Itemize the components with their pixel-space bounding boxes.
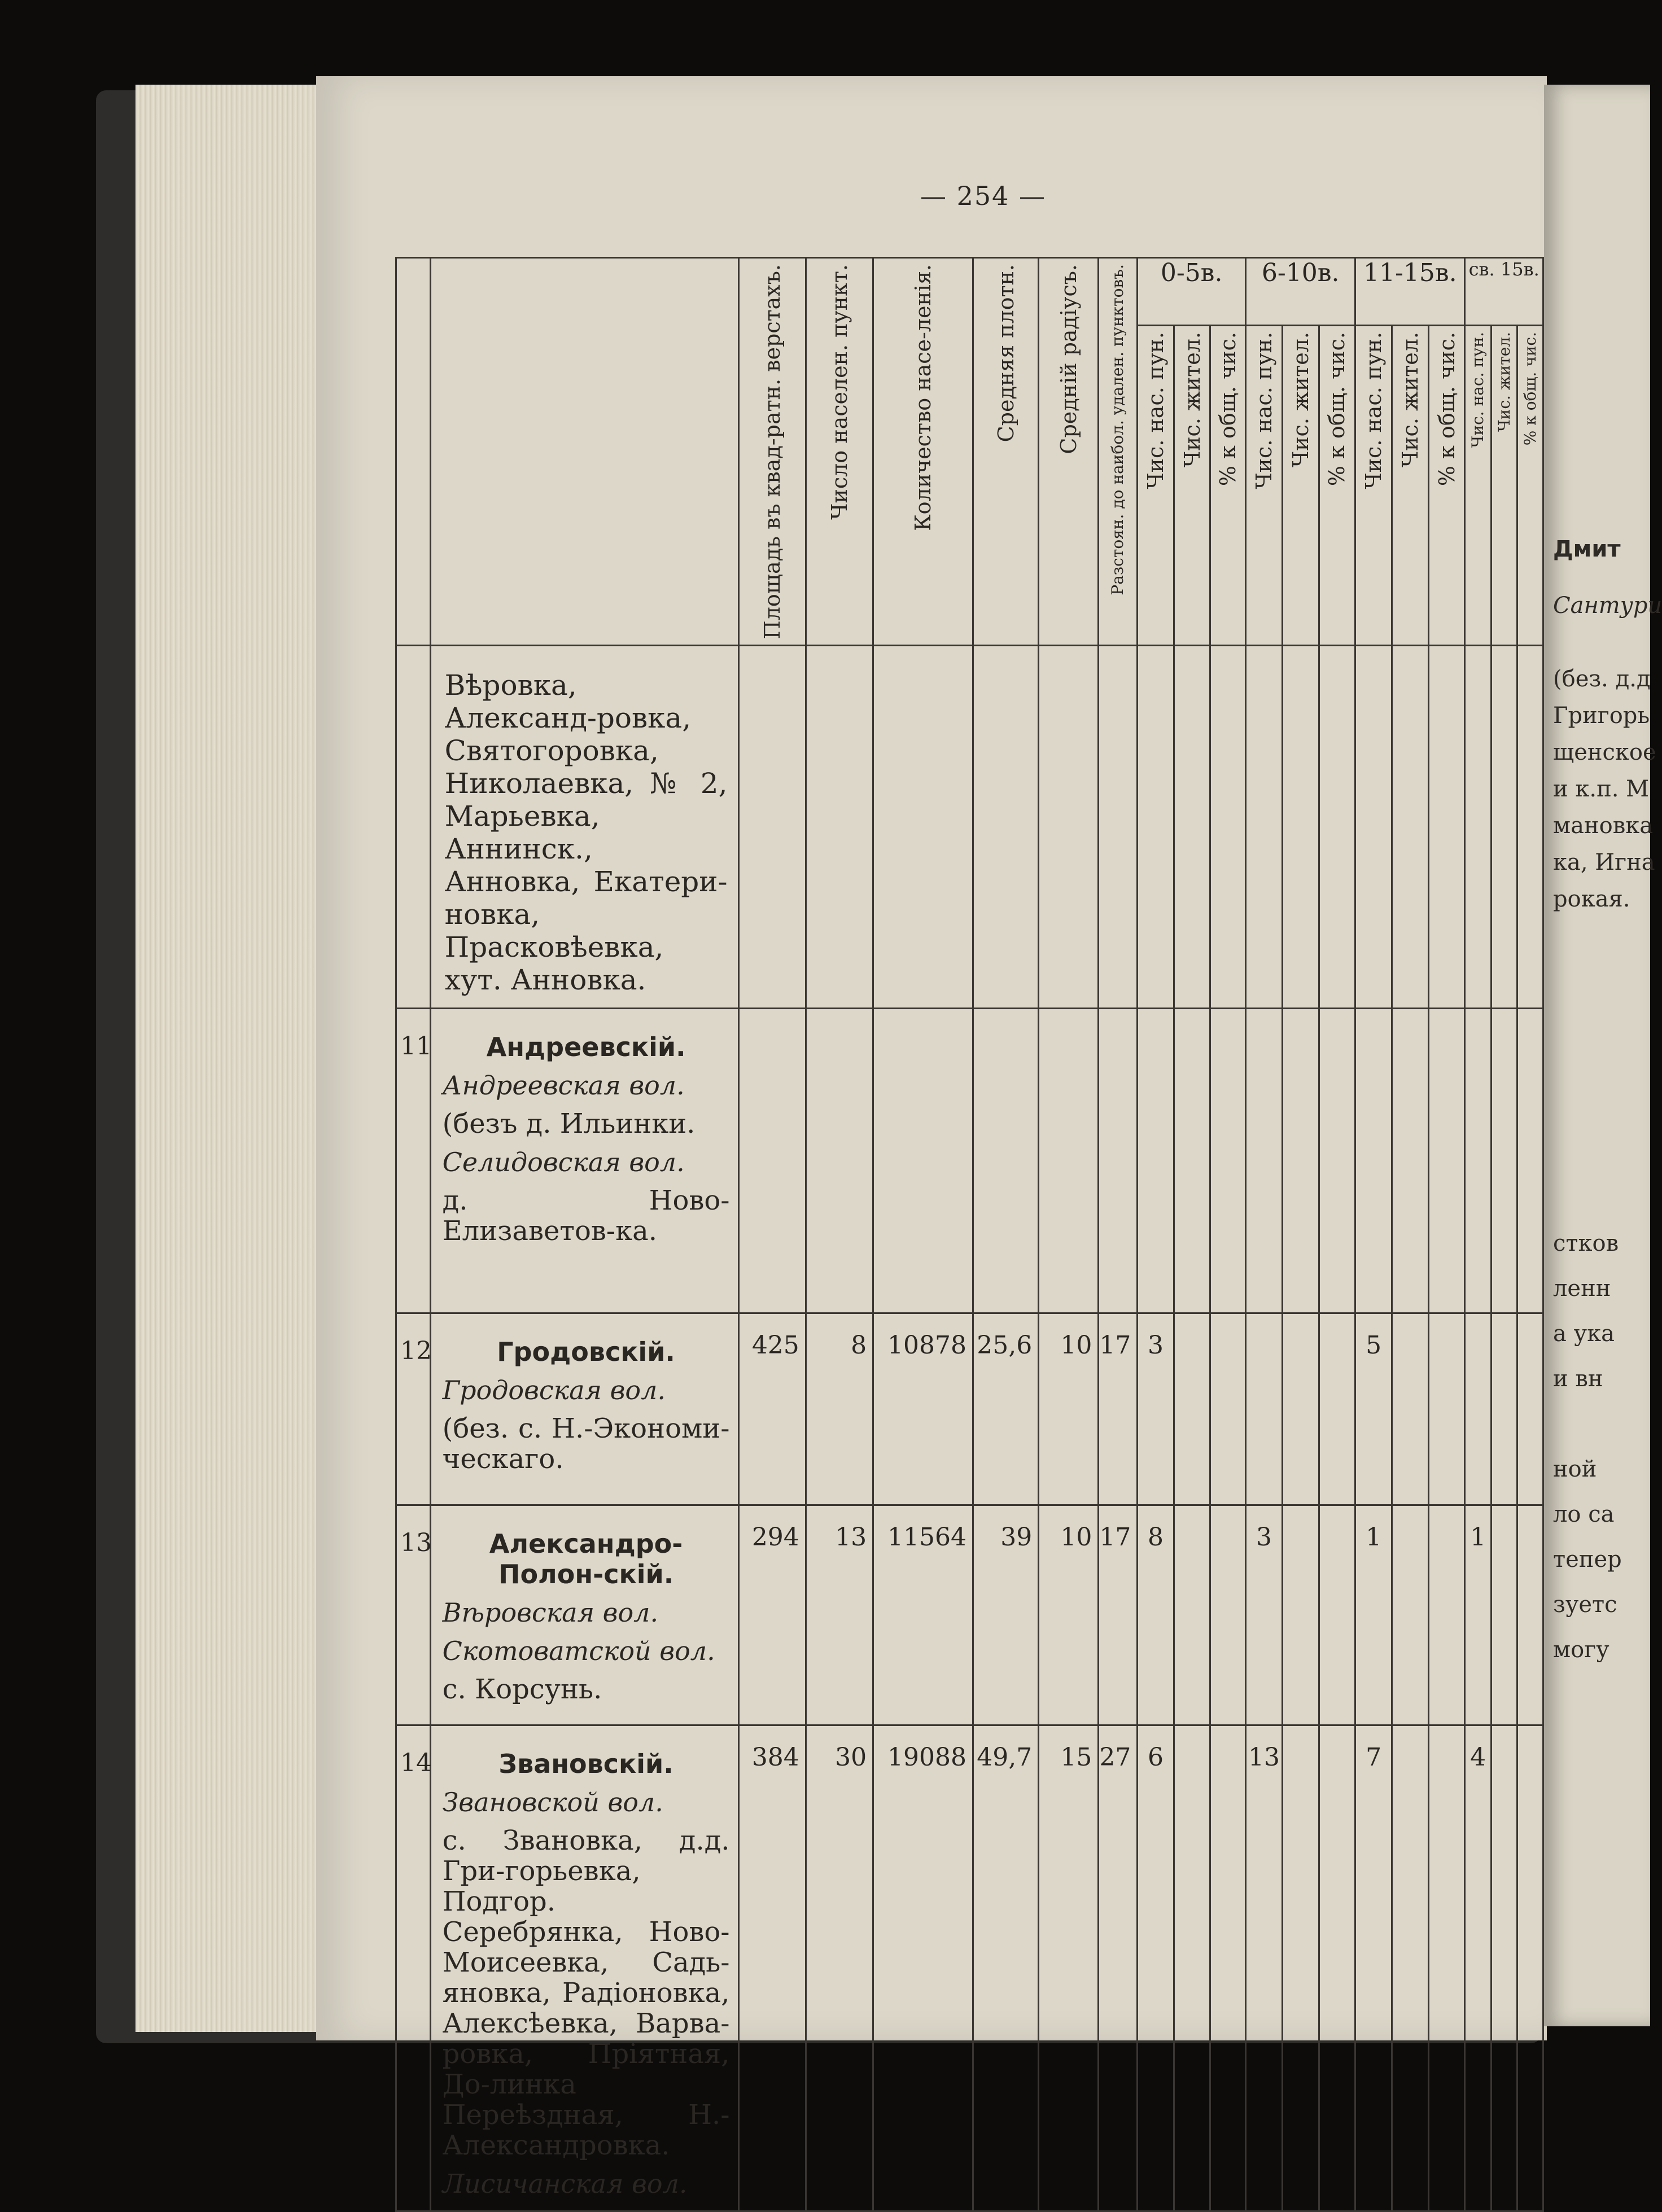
district-name: Андреевскій.: [486, 1032, 686, 1063]
cell-empty: [1210, 1313, 1246, 1505]
subheader-settlements: Чис. нас. пун.: [1246, 325, 1283, 646]
cell-distance: 27: [1099, 1725, 1138, 2211]
subheader-percent: % к общ. чис.: [1210, 325, 1246, 646]
volost-name: Вѣровская вол.: [442, 1597, 659, 1628]
header-density: Средняя плотн.: [973, 258, 1038, 646]
cell-empty: [1517, 1009, 1543, 1313]
next-page-text: Сантури: [1553, 593, 1662, 619]
cell-empty: [1392, 1009, 1428, 1313]
volost-name: Звановской вол.: [442, 1787, 663, 1818]
volost-name: Лисичанская вол.: [442, 2169, 688, 2200]
header-group-0-5: 0-5в.: [1138, 258, 1246, 326]
cell-g6-settlements: [1246, 1313, 1283, 1505]
cell-empty: [1282, 1009, 1319, 1313]
next-page-text: мановка: [1553, 813, 1654, 839]
cell-radius: [1039, 1009, 1099, 1313]
next-page-text: Дмит: [1553, 536, 1621, 562]
row-index: 11: [396, 1009, 431, 1313]
subheader-settlements: Чис. нас. пун.: [1465, 325, 1492, 646]
cell-settlements: 13: [806, 1505, 873, 1725]
cell-g11-settlements: 1: [1355, 1505, 1392, 1725]
cell-g11-settlements: 7: [1355, 1725, 1392, 2211]
cell-empty: [1282, 1313, 1319, 1505]
district-name: Гродовскій.: [497, 1337, 675, 1368]
next-page-text: а ука: [1553, 1321, 1615, 1347]
cell-g15-settlements: [1465, 1009, 1492, 1313]
settlement-note: (без. с. Н.-Экономи-ческаго.: [442, 1413, 730, 1475]
cell-g15-settlements: 1: [1465, 1505, 1492, 1725]
cell-population: [873, 1009, 973, 1313]
settlement-note: (безъ д. Ильинки.: [442, 1108, 696, 1140]
subheader-settlements: Чис. нас. пун.: [1355, 325, 1392, 646]
cell-density: 49,7: [973, 1725, 1038, 2211]
cell-area: [738, 1009, 806, 1313]
cell-empty: [1428, 1505, 1465, 1725]
cell-g6-settlements: [1246, 1009, 1283, 1313]
settlement-note: с. Звановка, д.д. Гри-горьевка, Подгор. Серебрянка, Ново-Моисеевка, Садь-яновка, Радіоновка, Алексѣевка, Варва-ровка, Пріятная, До-линка Переѣздная, Н.-Александровка.: [442, 1825, 730, 2162]
table-row: [396, 1505, 1543, 1725]
cell-empty: [1174, 1725, 1210, 2211]
cell-empty: [1491, 1313, 1517, 1505]
next-page-text: ной: [1553, 1456, 1597, 1482]
table-row: [396, 1725, 1543, 2211]
cell-settlements: 8: [806, 1313, 873, 1505]
cell-area: 425: [738, 1313, 806, 1505]
district-entry: [430, 1505, 738, 1725]
header-group-11-15: 11-15в.: [1355, 258, 1465, 326]
volost-name: Скотоватской вол.: [442, 1636, 715, 1667]
header-index-col: [396, 258, 431, 646]
cell-radius: 10: [1039, 1313, 1099, 1505]
cell-empty: [1174, 1505, 1210, 1725]
next-page-text: и вн: [1553, 1366, 1603, 1392]
cell-empty: [1319, 1505, 1355, 1725]
district-name: Звановскій.: [498, 1749, 673, 1780]
next-page-text: тепер: [1553, 1547, 1622, 1573]
row-index: 13: [396, 1505, 431, 1725]
cell-empty: [1428, 1009, 1465, 1313]
cell-empty: [1392, 1313, 1428, 1505]
cell-empty: [1517, 1313, 1543, 1505]
table-row-continuation: [396, 646, 1543, 1009]
row-index: [396, 646, 431, 1009]
cell-empty: [1210, 1725, 1246, 2211]
cell-empty: [1210, 1009, 1246, 1313]
subheader-percent: % к общ. чис.: [1517, 325, 1543, 646]
cell-density: [973, 1009, 1038, 1313]
header-area: Площадь въ квад-ратн. верстахъ.: [738, 258, 806, 646]
header-radius: Средній радіусъ.: [1039, 258, 1099, 646]
next-page-text: Григорь: [1553, 703, 1650, 729]
cell-radius: 10: [1039, 1505, 1099, 1725]
next-page-text: ло са: [1553, 1501, 1615, 1527]
subheader-settlements: Чис. нас. пун.: [1138, 325, 1174, 646]
row-index: 12: [396, 1313, 431, 1505]
page-edges: [135, 85, 327, 2032]
header-distance: Разстоян. до наибол. удален. пунктовъ.: [1099, 258, 1138, 646]
header-population: Количество насе-ленія.: [873, 258, 973, 646]
cell-area: 384: [738, 1725, 806, 2211]
cell-empty: [1319, 1725, 1355, 2211]
cell-empty: [1392, 1505, 1428, 1725]
cell-empty: [1174, 1313, 1210, 1505]
cell-g11-settlements: [1355, 1009, 1392, 1313]
cell-population: 10878: [873, 1313, 973, 1505]
continuation-text: Вѣровка, Александ-ровка, Святогоровка, Николаевка, № 2, Марьевка, Аннинск., Анновка, Екатери-новка, Прасковѣевка, хут. Анновка.: [430, 646, 738, 1009]
cell-g0-settlements: [1138, 1009, 1174, 1313]
cell-empty: [1491, 1009, 1517, 1313]
header-group-6-10: 6-10в.: [1246, 258, 1355, 326]
next-page-text: могу: [1553, 1637, 1609, 1663]
cell-density: 25,6: [973, 1313, 1038, 1505]
cell-empty: [1517, 1725, 1543, 2211]
cell-radius: 15: [1039, 1725, 1099, 2211]
cell-distance: [1099, 1009, 1138, 1313]
cell-empty: [1491, 1725, 1517, 2211]
cell-empty: [1319, 1009, 1355, 1313]
next-page-text: зуетс: [1553, 1592, 1617, 1618]
district-entry: [430, 1725, 738, 2211]
cell-distance: 17: [1099, 1313, 1138, 1505]
next-page-text: рокая.: [1553, 886, 1630, 912]
subheader-residents: Чис. жител.: [1392, 325, 1428, 646]
next-page-text: ка, Игна: [1553, 849, 1655, 875]
cell-g15-settlements: 4: [1465, 1725, 1492, 2211]
cell-empty: [1428, 1313, 1465, 1505]
page-number: — 254 —: [920, 181, 1047, 211]
volost-name: Гродовская вол.: [442, 1375, 666, 1406]
subheader-percent: % к общ. чис.: [1319, 325, 1355, 646]
cell-empty: [1491, 1505, 1517, 1725]
cell-g11-settlements: 5: [1355, 1313, 1392, 1505]
cell-empty: [1282, 1725, 1319, 2211]
header-settlements: Число населен. пункт.: [806, 258, 873, 646]
cell-settlements: [806, 1009, 873, 1313]
subheader-residents: Чис. жител.: [1282, 325, 1319, 646]
cell-settlements: 30: [806, 1725, 873, 2211]
cell-empty: [1428, 1725, 1465, 2211]
cell-g15-settlements: [1465, 1313, 1492, 1505]
next-page-text: щенское: [1553, 739, 1656, 765]
row-index: 14: [396, 1725, 431, 2211]
subheader-residents: Чис. жител.: [1491, 325, 1517, 646]
cell-empty: [1210, 1505, 1246, 1725]
cell-g6-settlements: 3: [1246, 1505, 1283, 1725]
subheader-percent: % к общ. чис.: [1428, 325, 1465, 646]
header-group-over-15: св. 15в.: [1465, 258, 1543, 326]
cell-g0-settlements: 3: [1138, 1313, 1174, 1505]
settlement-note: д. Ново-Елизаветов-ка.: [442, 1185, 730, 1247]
district-name: Александро-Полон-скій.: [489, 1528, 683, 1590]
next-page-fragment: [1544, 85, 1662, 2026]
cell-empty: [1517, 1505, 1543, 1725]
cell-distance: 17: [1099, 1505, 1138, 1725]
header-district-col: [430, 258, 738, 646]
volost-name: Селидовская вол.: [442, 1147, 685, 1178]
district-entry: [430, 1313, 738, 1505]
statistics-table: [395, 257, 1544, 2200]
next-page-text: ленн: [1553, 1276, 1611, 1302]
next-page-text: (без. д.д: [1553, 666, 1651, 692]
table-row: [396, 1009, 1543, 1313]
cell-population: 19088: [873, 1725, 973, 2211]
next-page-text: и к.п. М: [1553, 776, 1650, 802]
cell-empty: [1319, 1313, 1355, 1505]
subheader-residents: Чис. жител.: [1174, 325, 1210, 646]
cell-g0-settlements: 8: [1138, 1505, 1174, 1725]
cell-area: 294: [738, 1505, 806, 1725]
cell-empty: [1174, 1009, 1210, 1313]
settlement-note: с. Корсунь.: [442, 1674, 602, 1706]
cell-population: 11564: [873, 1505, 973, 1725]
next-page-text: стков: [1553, 1230, 1619, 1256]
volost-name: Андреевская вол.: [442, 1070, 685, 1101]
cell-g6-settlements: 13: [1246, 1725, 1283, 2211]
cell-empty: [1282, 1505, 1319, 1725]
cell-empty: [1392, 1725, 1428, 2211]
cell-g0-settlements: 6: [1138, 1725, 1174, 2211]
cell-density: 39: [973, 1505, 1038, 1725]
table-row: [396, 1313, 1543, 1505]
district-entry: [430, 1009, 738, 1313]
